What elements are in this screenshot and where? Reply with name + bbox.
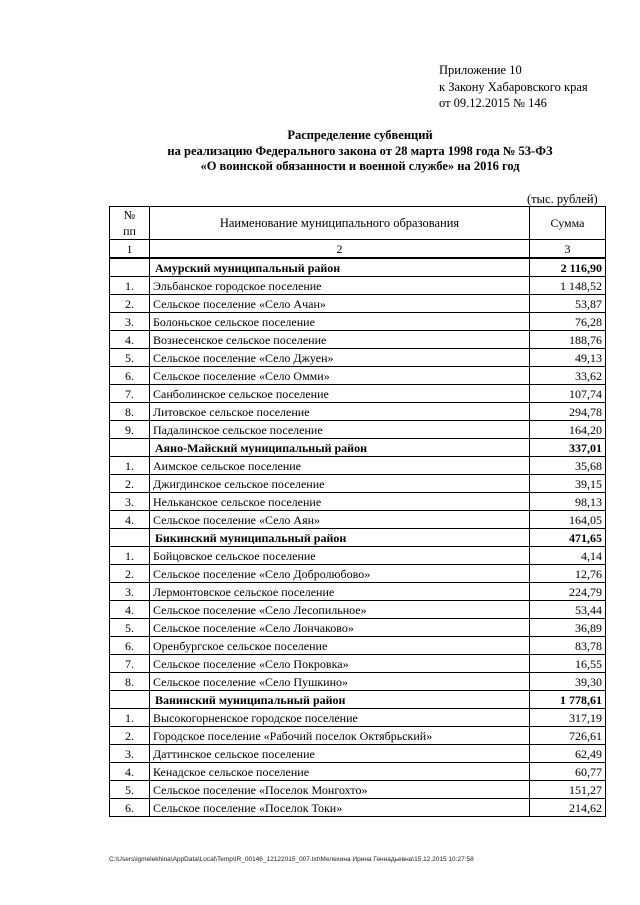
row-sum: 49,13 — [530, 349, 606, 367]
row-number — [110, 439, 150, 457]
row-name: Сельское поселение «Село Омми» — [150, 367, 530, 385]
settlement-row — [110, 475, 606, 493]
settlement-row — [110, 763, 606, 781]
settlement-row — [110, 367, 606, 385]
settlement-row — [110, 655, 606, 673]
row-name: Сельское поселение «Поселок Монгохто» — [150, 781, 530, 799]
settlement-row — [110, 457, 606, 475]
row-number: 4. — [110, 511, 150, 529]
appendix-line: от 09.12.2015 № 146 — [439, 96, 547, 110]
row-sum: 1 148,52 — [530, 277, 606, 295]
settlement-row — [110, 493, 606, 511]
row-name: Болоньское сельское поселение — [150, 313, 530, 331]
row-sum: 60,77 — [530, 763, 606, 781]
row-number — [110, 258, 150, 277]
table-header-row — [110, 207, 606, 240]
row-sum: 16,55 — [530, 655, 606, 673]
district-row — [110, 439, 606, 457]
title-line: «О воинской обязанности и военной службе» на 2016 год — [200, 159, 520, 173]
settlement-row — [110, 403, 606, 421]
row-number: 4. — [110, 763, 150, 781]
settlement-row — [110, 709, 606, 727]
title-line: на реализацию Федерального закона от 28 марта 1998 года № 53-ФЗ — [167, 143, 553, 158]
district-row — [110, 529, 606, 547]
row-sum: 62,49 — [530, 745, 606, 763]
row-sum: 164,20 — [530, 421, 606, 439]
row-name: Литовское сельское поселение — [150, 403, 530, 421]
settlement-row — [110, 637, 606, 655]
row-number: 2. — [110, 727, 150, 745]
row-number: 1. — [110, 457, 150, 475]
settlement-row — [110, 313, 606, 331]
title-line: Распределение субвенций — [287, 128, 433, 142]
row-number: 1. — [110, 277, 150, 295]
settlement-row — [110, 349, 606, 367]
row-number: 3. — [110, 313, 150, 331]
row-name: Сельское поселение «Село Лончаково» — [150, 619, 530, 637]
row-name: Джигдинское сельское поселение — [150, 475, 530, 493]
row-sum: 151,27 — [530, 781, 606, 799]
row-name: Санболинское сельское поселение — [150, 385, 530, 403]
row-number: 3. — [110, 745, 150, 763]
district-row — [110, 691, 606, 709]
row-name: Нельканское сельское поселение — [150, 493, 530, 511]
row-sum: 39,30 — [530, 673, 606, 691]
row-name: Ванинский муниципальный район — [150, 691, 530, 709]
settlement-row — [110, 619, 606, 637]
settlement-row — [110, 421, 606, 439]
row-number: 6. — [110, 637, 150, 655]
settlement-row — [110, 277, 606, 295]
row-number: 8. — [110, 673, 150, 691]
appendix-line: Приложение 10 — [439, 63, 522, 77]
settlement-row — [110, 799, 606, 817]
row-name: Падалинское сельское поселение — [150, 421, 530, 439]
settlement-row — [110, 673, 606, 691]
row-name: Вознесенское сельское поселение — [150, 331, 530, 349]
row-name: Даттинское сельское поселение — [150, 745, 530, 763]
row-name: Городское поселение «Рабочий поселок Октябрьский» — [150, 727, 530, 745]
row-sum: 83,78 — [530, 637, 606, 655]
row-sum: 726,61 — [530, 727, 606, 745]
row-number — [110, 691, 150, 709]
row-name: Сельское поселение «Село Пушкино» — [150, 673, 530, 691]
row-number: 1. — [110, 709, 150, 727]
row-sum: 214,62 — [530, 799, 606, 817]
settlement-row — [110, 727, 606, 745]
row-sum: 2 116,90 — [530, 258, 606, 277]
row-number: 6. — [110, 799, 150, 817]
row-name: Сельское поселение «Село Ачан» — [150, 295, 530, 313]
settlement-row — [110, 511, 606, 529]
row-name: Сельское поселение «Село Аян» — [150, 511, 530, 529]
settlement-row — [110, 331, 606, 349]
row-sum: 4,14 — [530, 547, 606, 565]
row-sum: 224,79 — [530, 583, 606, 601]
row-name: Бикинский муниципальный район — [150, 529, 530, 547]
column-number: 3 — [530, 240, 606, 259]
document-title — [0, 128, 640, 175]
row-name: Сельское поселение «Село Лесопильное» — [150, 601, 530, 619]
row-sum: 35,68 — [530, 457, 606, 475]
row-name: Эльбанское городское поселение — [150, 277, 530, 295]
row-number: 5. — [110, 619, 150, 637]
settlement-row — [110, 745, 606, 763]
row-name: Лермонтовское сельское поселение — [150, 583, 530, 601]
row-sum: 53,44 — [530, 601, 606, 619]
row-sum: 107,74 — [530, 385, 606, 403]
row-sum: 164,05 — [530, 511, 606, 529]
row-sum: 36,89 — [530, 619, 606, 637]
row-sum: 294,78 — [530, 403, 606, 421]
settlement-row — [110, 583, 606, 601]
district-row — [110, 258, 606, 277]
row-name: Оренбургское сельское поселение — [150, 637, 530, 655]
row-sum: 33,62 — [530, 367, 606, 385]
row-number: 9. — [110, 421, 150, 439]
row-sum: 317,19 — [530, 709, 606, 727]
row-number: 2. — [110, 295, 150, 313]
row-name: Аяно-Майский муниципальный район — [150, 439, 530, 457]
subsidy-table — [109, 206, 606, 817]
row-sum: 471,65 — [530, 529, 606, 547]
row-number: 4. — [110, 601, 150, 619]
row-name: Кенадское сельское поселение — [150, 763, 530, 781]
row-name: Сельское поселение «Село Добролюбово» — [150, 565, 530, 583]
row-name: Сельское поселение «Село Покровка» — [150, 655, 530, 673]
row-number: 5. — [110, 349, 150, 367]
row-sum: 98,13 — [530, 493, 606, 511]
header-num: № пп — [110, 207, 150, 240]
row-sum: 39,15 — [530, 475, 606, 493]
appendix-reference — [439, 62, 588, 112]
row-number: 2. — [110, 565, 150, 583]
file-path-footer: C:\Users\igmelekhina\AppData\Local\Temp\IR_00146_12122015_007.txt\Мелехина Ирина Геннадьевна\15.12.2015 10:27:58 — [109, 856, 474, 863]
row-sum: 1 778,61 — [530, 691, 606, 709]
header-name: Наименование муниципального образования — [150, 207, 530, 240]
row-number: 8. — [110, 403, 150, 421]
row-name: Высокогорненское городское поселение — [150, 709, 530, 727]
row-number — [110, 529, 150, 547]
row-number: 2. — [110, 475, 150, 493]
row-sum: 188,76 — [530, 331, 606, 349]
header-sum: Сумма — [530, 207, 606, 240]
settlement-row — [110, 565, 606, 583]
row-sum: 76,28 — [530, 313, 606, 331]
settlement-row — [110, 601, 606, 619]
row-number: 5. — [110, 781, 150, 799]
row-sum: 53,87 — [530, 295, 606, 313]
row-name: Бойцовское сельское поселение — [150, 547, 530, 565]
settlement-row — [110, 385, 606, 403]
row-sum: 337,01 — [530, 439, 606, 457]
settlement-row — [110, 295, 606, 313]
row-number: 1. — [110, 547, 150, 565]
column-number: 2 — [150, 240, 530, 259]
column-number-row — [110, 240, 606, 259]
settlement-row — [110, 781, 606, 799]
appendix-line: к Закону Хабаровского края — [439, 79, 588, 94]
row-number: 3. — [110, 493, 150, 511]
row-name: Аимское сельское поселение — [150, 457, 530, 475]
row-name: Амурский муниципальный район — [150, 258, 530, 277]
row-sum: 12,76 — [530, 565, 606, 583]
row-name: Сельское поселение «Село Джуен» — [150, 349, 530, 367]
column-number: 1 — [110, 240, 150, 259]
row-number: 3. — [110, 583, 150, 601]
row-number: 7. — [110, 655, 150, 673]
row-name: Сельское поселение «Поселок Токи» — [150, 799, 530, 817]
row-number: 7. — [110, 385, 150, 403]
row-number: 6. — [110, 367, 150, 385]
units-label: (тыс. рублей) — [527, 192, 598, 206]
settlement-row — [110, 547, 606, 565]
row-number: 4. — [110, 331, 150, 349]
